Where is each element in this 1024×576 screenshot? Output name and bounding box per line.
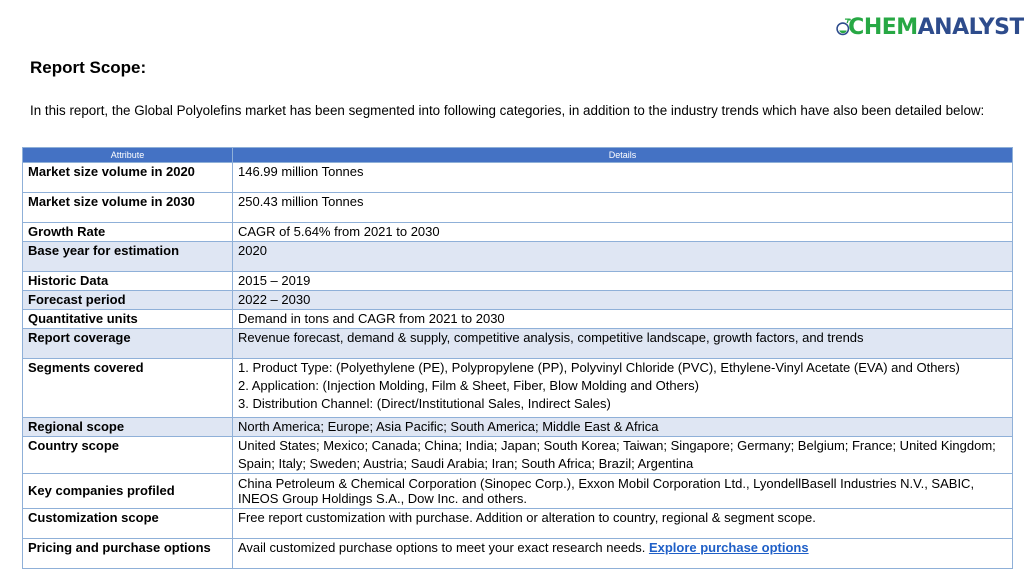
table-row (23, 329, 1013, 359)
pricing-text: Avail customized purchase options to meet your exact research needs. (238, 540, 646, 555)
table-row (23, 291, 1013, 310)
segment-line: 3. Distribution Channel: (Direct/Institutional Sales, Indirect Sales) (238, 396, 611, 411)
row-value: United States; Mexico; Canada; China; India; Japan; South Korea; Taiwan; Singapore; Germany; Belgium; France; United Kingdom; Spain; Italy; Sweden; Austria; Saudi Arabia; Iran; South Africa; Brazil; Argentina (233, 437, 1013, 474)
table-row (23, 418, 1013, 437)
row-label: Segments covered (23, 359, 233, 418)
row-value: Revenue forecast, demand & supply, competitive analysis, competitive landscape, growth factors, and trends (233, 329, 1013, 359)
explore-purchase-options-link[interactable]: Explore purchase options (648, 540, 809, 555)
row-label: Base year for estimation (23, 242, 233, 272)
row-value: 2020 (233, 242, 1013, 272)
row-label: Forecast period (23, 291, 233, 310)
row-label: Regional scope (23, 418, 233, 437)
table-row (23, 163, 1013, 193)
segment-line: 1. Product Type: (Polyethylene (PE), Polypropylene (PP), Polyvinyl Chloride (PVC), Ethylene-Vinyl Acetate (EVA) and Others) (238, 360, 960, 375)
table-header-row (23, 148, 1013, 163)
row-label: Historic Data (23, 272, 233, 291)
table-row (23, 242, 1013, 272)
row-value: North America; Europe; Asia Pacific; South America; Middle East & Africa (233, 418, 1013, 437)
table-row (23, 272, 1013, 291)
row-label: Country scope (23, 437, 233, 474)
chemanalyst-logo (834, 4, 1024, 50)
table-row (23, 474, 1013, 509)
row-value: 2015 – 2019 (233, 272, 1013, 291)
table-row (23, 193, 1013, 223)
table-row (23, 310, 1013, 329)
row-value (233, 359, 1013, 418)
row-value: 2022 – 2030 (233, 291, 1013, 310)
row-label: Pricing and purchase options (23, 539, 233, 569)
row-label: Report coverage (23, 329, 233, 359)
row-value: China Petroleum & Chemical Corporation (Sinopec Corp.), Exxon Mobil Corporation Ltd., LyondellBasell Industries N.V., SABIC, INEOS Group Holdings S.A., Dow Inc. and others. (233, 474, 1013, 509)
row-label: Customization scope (23, 509, 233, 539)
row-value: Free report customization with purchase. Addition or alteration to country, regional & segment scope. (233, 509, 1013, 539)
row-value: CAGR of 5.64% from 2021 to 2030 (233, 223, 1013, 242)
header-details: Details (233, 148, 1013, 163)
row-value (233, 539, 1013, 569)
logo-wordmark: CHEMANALYST (848, 14, 1024, 40)
row-label: Quantitative units (23, 310, 233, 329)
row-value: Demand in tons and CAGR from 2021 to 2030 (233, 310, 1013, 329)
row-value: 146.99 million Tonnes (233, 163, 1013, 193)
report-scope-table (22, 147, 1013, 569)
intro-text: In this report, the Global Polyolefins market has been segmented into following categories, in addition to the industry trends which have also been detailed below: (30, 103, 985, 118)
row-label: Growth Rate (23, 223, 233, 242)
row-label: Key companies profiled (23, 474, 233, 509)
page-title: Report Scope: (30, 58, 147, 77)
row-value: 250.43 million Tonnes (233, 193, 1013, 223)
table-row (23, 539, 1013, 569)
row-label: Market size volume in 2030 (23, 193, 233, 223)
table-row (23, 509, 1013, 539)
segment-line: 2. Application: (Injection Molding, Film & Sheet, Fiber, Blow Molding and Others) (238, 378, 699, 393)
header-attribute: Attribute (23, 148, 233, 163)
table-row (23, 359, 1013, 418)
table-row (23, 437, 1013, 474)
row-label: Market size volume in 2020 (23, 163, 233, 193)
table-row (23, 223, 1013, 242)
